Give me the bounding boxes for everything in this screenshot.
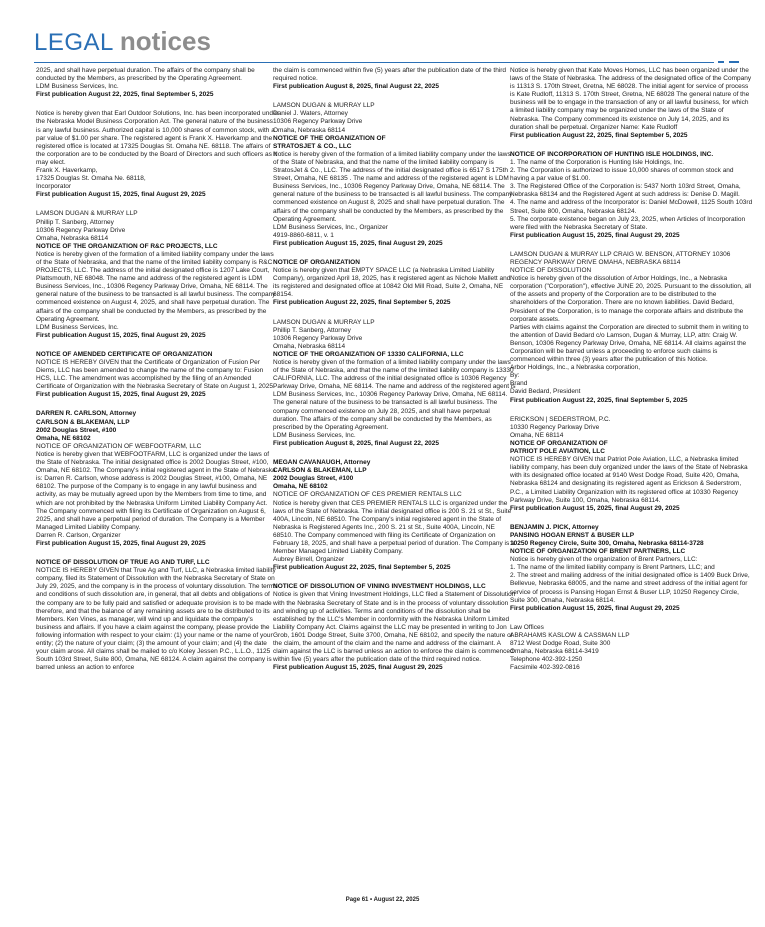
notice-heading-line: PANSING HOGAN ERNST & BUSER LLP (510, 531, 635, 539)
notice-heading-line: First publication August 15, 2025, final August 29, 2025 (273, 239, 443, 247)
notice-heading-line: First publication August 15, 2025, final August 29, 2025 (36, 191, 206, 199)
legal-notice (273, 259, 516, 308)
notice-heading-line: NOTICE OF ORGANIZATION (273, 258, 360, 266)
masthead (34, 26, 211, 66)
notice-heading-line: NOTICE OF DISSOLUTION OF VINING INVESTMENT HOLDINGS, LLC (273, 583, 486, 591)
notice-text-line: 10306 Regency Parkway Drive (36, 226, 126, 234)
notice-text-line: By: (510, 372, 520, 380)
notice-heading-line: First publication August 15, 2025, final August 29, 2025 (510, 604, 680, 612)
notice-text-line: Daniel J. Waters, Attorney (273, 110, 348, 118)
notice-text-line: 1. The name of the Corporation is Hunting Isle Holdings, Inc. (510, 158, 685, 166)
header-rule (34, 62, 714, 63)
notice-text-line: David Bedard, President (510, 388, 581, 396)
notice-text-line: NOTICE IS HEREBY GIVEN that True Ag and Turf, LLC, a Nebraska limited liability company, filed its Statement of Dissolution with the Nebraska Secretary of State on July 29, 2025, and the company is in the process of voluntary dissolution. The terms and conditions of such dissolution are, in general, that all debts and obligations of the company are to be fully paid and satisfied or adequate provision is to be made therefore, and that the balance of any remaining assets are to be distributed to its Members. Ken Vines, as manager, will wind up and liquidate the company's business and affairs. If you have a claim against the company, please provide the following information with respect to your claim: (1) your name or the name of your entity; (2) the nature of your claim; (3) the amount of your claim; and (4) the date your claim arose. All claims shall be mailed to c/o Koley Jessen P.C., L.L.O., 1125 South 103rd Street, Suite 800, Omaha, NE 68124. A claim against the company is barred unless an action to enforce (36, 567, 278, 672)
notice-heading-line: First publication August 15, 2025, final August 29, 2025 (273, 664, 443, 672)
notice-text-line: 17325 Douglas St. Omaha Ne. 68118, (36, 175, 146, 183)
notice-heading-line: NOTICE OF INCORPORATION OF HUNTING ISLE HOLDINGS, INC. (510, 150, 714, 158)
notice-heading-line: 2002 Douglas Street, #100 (273, 475, 354, 483)
notice-text-line: Incorporator (36, 183, 72, 191)
notice-text-line: Notice is hereby given of the formation of a limited liability company under the laws of the State of Nebraska, and that the name of the limited liability company is 13330 CALIFORNIA, LLC. The address of the initial designated office is 10306 Regency Parkway Drive, Omaha, NE 68114. The name and address of the registered agent is LDM Business Services, Inc., 10306 Regency Parkway Drive, Omaha, NE 68114. The general nature of the business to be transacted is all lawful business. The company commenced existence on July 28, 2025, and shall have perpetual duration. The affairs of the company shall be conducted by the Members, as prescribed by the Operating Agreement. (273, 359, 516, 431)
notice-heading-line: NOTICE OF AMENDED CERTIFICATE OF ORGANIZATION (36, 350, 213, 358)
notice-text-line: Brand (510, 380, 528, 388)
notice-text-line: Notice is hereby given of the dissolution of Arbor Holdings, Inc., a Nebraska corporation ("Corporation"), effective JUNE 20, 2025. Pursuant to the dissolution, all of the assets and property of the Corporation are to be distributed to the shareholders of the Corporation. There are no known liabilities. David Bedard, President of the Corporation, is to manage the corporate affairs and distribute the corporate assets. (510, 275, 752, 323)
notice-text-line: Omaha, Nebraska 68114 (273, 126, 346, 134)
notice-text-line: 4. The name and address of the Incorporator is: Daniel McDowell, 1125 South 103rd Street, Suite 800, Omaha, Nebraska 68124. (510, 199, 753, 215)
notice-heading-line: First publication August 15, 2025, final August 29, 2025 (36, 539, 206, 547)
notice-text-line: Facsimile 402-392-0816 (510, 664, 580, 672)
notice-heading-line: First publication August 15, 2025, final August 29, 2025 (510, 504, 680, 512)
notice-heading-line: NOTICE OF ORGANIZATION OF (510, 439, 608, 447)
notice-text-line: ABRAHAMS KASLOW & CASSMAN LLP (510, 631, 630, 639)
notice-text-line: 2025, and shall have perpetual duration. The affairs of the company shall be conducted by the Members, as prescribed by the Operating Agreement. (36, 67, 255, 83)
masthead-notices: notices (119, 26, 211, 56)
notice-heading-line: First publication August 22, 2025, final September 5, 2025 (510, 396, 688, 404)
legal-notice (510, 624, 753, 673)
notice-text-line: 3. The Registered Office of the Corporation is: 5437 North 103rd Street, Omaha, Nebraska 68134 and the Registered Agent at such address is: Denise D. Magill. (510, 183, 741, 199)
masthead-legal: LEGAL (34, 29, 114, 56)
legal-notice (36, 351, 279, 400)
notice-text-line: LAMSON DUGAN & MURRAY LLP (273, 102, 375, 110)
notice-text-line: Omaha, Nebraska 68114 (36, 234, 109, 242)
notice-text-line: LAMSON DUGAN & MURRAY LLP CRAIG W. BENSON, ATTORNEY 10306 REGENCY PARKWAY DRIVE OMAHA, NEBRASKA 68114 (510, 250, 731, 266)
notice-heading-line: CARLSON & BLAKEMAN, LLP (273, 467, 367, 475)
notice-heading-line: Omaha, NE 68102 (273, 483, 328, 491)
notice-heading-line: First publication August 22, 2025, final September 5, 2025 (273, 564, 451, 572)
notice-text-line: Notice is hereby given of the formation of a limited liability company under the laws of the State of Nebraska, and that the name of the limited liability company is R&C PROJECTS, LLC. The address of the initial designated office is 1207 Lake Court, Plattsmouth, NE 68048. The name and address of the registered agent is LDM Business Services, Inc., 10306 Regency Parkway Drive, Omaha, NE 68114. The general nature of the business to be transacted is all lawful business. The company commenced existence on August 4, 2025, and shall have perpetual duration. The affairs of the company shall be conducted by the Members, as prescribed by the Operating Agreement. (36, 250, 276, 323)
notice-text-line: Omaha, NE 68114 (510, 431, 564, 439)
notice-heading-line: PATRIOT POLE AVIATION, LLC (510, 448, 605, 456)
notice-text-line: Darren R. Carlson, Organizer (36, 531, 121, 539)
notice-text-line: Arbor Holdings, Inc., a Nebraska corporation, (510, 364, 641, 372)
notice-text-line: Notice is given that Vining Investment Holdings, LLC filed a Statement of Dissolution with the Nebraska Secretary of State and is in the process of voluntary dissolution and winding up of activities. Terms and conditions of the dissolution shall be established by the LLC's Member in conformity with the Nebraska Uniform Limited Liability Company Act. Claims against the LLC may be presented in writing to Jon Grob, 1601 Dodge Street, Suite 3700, Omaha, NE 68102, and specify the nature of the claim, the amount of the claim and the name and address of the claimant. A claim against the LLC is barred unless an action to enforce the claim is commenced within five (5) years after the publication date of the third required notice. (273, 591, 516, 664)
legal-notice (510, 416, 753, 513)
legal-notice (36, 410, 279, 548)
notice-heading-line: NOTICE OF ORGANIZATION OF BRENT PARTNERS, LLC (510, 548, 686, 556)
notice-text-line: 10330 Regency Parkway Drive (510, 423, 600, 431)
legal-notice (273, 583, 516, 672)
notice-text-line: Notice is hereby given that Earl Outdoor Solutions, Inc. has been incorporated under the Nebraska Model Business Corporation Act. The general nature of the business is any lawful business. Authorized capital is 10,000 shares of common stock, with a par value of $1.00 per share. The registered agent is Frank X. Haverkamp and the registered office is located at 17325 Douglas St. Omaha NE. 68118. The affairs of the corporation are to be conducted by the Board of Directors and such officers as it may elect. (36, 110, 279, 166)
legal-notice (36, 559, 279, 672)
notice-heading-line: NOTICE OF THE ORGANIZATION OF (273, 134, 386, 142)
notice-text-line: NOTICE OF DISSOLUTION (510, 267, 592, 275)
notice-text-line: NOTICE OF ORGANIZATION OF CES PREMIER RENTALS LLC (273, 491, 462, 499)
notice-text-line: 5. The corporate existence began on July 23, 2025, when Articles of Incorporation were filed with the Nebraska Secretary of State. (510, 215, 746, 231)
notice-text-line: Notice is hereby given that WEBFOOTFARM, LLC is organized under the laws of the State of Nebraska. The initial designated office is 2002 Douglas Street, #100, Omaha, NE 68102. The Company's initial registered agent in the State of Nebraska is: Darren R. Carlson, whose address is 2002 Douglas Street, #100, Omaha, NE 68102. The purpose of the Company is to engage in any lawful business and activity, as may be mutually agreed upon by the Members from time to time, and which are not prohibited by the Nebraska Uniform Limited Liability Company Act. The Company commenced with filing its Certificate of Organization on August 6, 2025, and shall have a perpetual period of duration. The Company is a Member Managed Limited Liability Company. (36, 450, 276, 531)
notice-text-line: LAMSON DUGAN & MURRAY LLP (36, 210, 138, 218)
notice-heading-line: STRATOSJET & CO., LLC (273, 142, 352, 150)
notice-text-line: Aubrey Birrell, Organizer (273, 556, 345, 564)
notice-text-line: Telephone 402-392-1250 (510, 656, 583, 664)
notice-heading-line: First publication August 22, 2025, final September 5, 2025 (36, 91, 214, 99)
legal-notice (273, 319, 516, 449)
notice-column-3 (510, 67, 753, 897)
notice-column-1 (36, 67, 279, 897)
notice-text-line: Notice is hereby given that Kate Moves Homes, LLC has been organized under the laws of the State of Nebraska. The address of the designated office of the Company is 11313 S. 170th Street, Gretna, NE 68028. The initial agent for service of process is Kate Rudloff, 11313 S. 170th Street, Gretna, NE 68028 The general nature of the business will be to engage in the transaction of any or all lawful business, for which a limited liability company may be organized under the laws of the State of Nebraska. The Company commenced its existence on July 14, 2025, and its duration shall be perpetual. Organizer Name: Kate Rudloff (510, 67, 752, 131)
notice-text-line: LDM Business Services, Inc. (273, 431, 356, 439)
notice-heading-line: First publication August 8, 2025, final August 22, 2025 (273, 439, 440, 447)
notice-heading-line: NOTICE OF THE ORGANIZATION OF 13330 CALIFORNIA, LLC (273, 350, 464, 358)
legal-notice (36, 67, 279, 99)
notice-text-line: LAMSON DUGAN & MURRAY LLP (273, 318, 375, 326)
legal-notice (510, 524, 753, 613)
notice-text-line: Parties with claims against the Corporation are directed to submit them in writing to the attention of David Bedard c/o Lamson, Dugan & Murray, LLP, attn: Craig W. Benson, 10306 Regency Parkway Drive, Omaha, NE 68114. All claims against the Corporation will be barred unless a proceeding to enforce such claims is commenced within three (3) years after the publication of this Notice. (510, 323, 749, 364)
legal-notice (510, 251, 753, 405)
notice-text-line: Notice is hereby given that CES PREMIER RENTALS LLC is organized under the laws of the State of Nebraska. The initial designated office is 200 S. 21 st St., Suite 400A, Lincoln, NE 68510. The Company's initial registered agent in the State of Nebraska is Registered Agents Inc., 200 S. 21 st St., Suite 400A, Lincoln, NE 68510. The Company commenced with filing its Certificate of Organization on February 18, 2025, and shall have a perpetual period of duration. The Company is a Member Managed Limited Liability Company. (273, 499, 515, 556)
notice-heading-line: NOTICE OF DISSOLUTION OF TRUE AG AND TURF, LLC (36, 559, 210, 567)
notice-heading-line: First publication August 15, 2025, final August 29, 2025 (36, 331, 206, 339)
notice-text-line: Notice is hereby given that EMPTY SPACE LLC (a Nebraska Limited Liability Company), organized April 18, 2025, has it registered agent as Nichole Mallett and its registered and designated office at 10842 Old Mill Road, Suite 2, Omaha, NE 68154. (273, 267, 511, 299)
legal-notice (36, 210, 279, 340)
notice-text-line: Omaha, Nebraska 68114 (273, 342, 346, 350)
notice-text-line: 4919-8860-6811, v. 1 (273, 231, 334, 239)
notice-text-line: Notice is hereby given of the organization of Brent Partners, LLC: (510, 556, 698, 564)
notice-column-2 (273, 67, 516, 897)
notice-heading-line: First publication August 15, 2025, final August 29, 2025 (510, 231, 680, 239)
notice-heading-line: Omaha, NE 68102 (36, 434, 91, 442)
notice-text-line: Law Offices (510, 623, 544, 631)
legal-notice (510, 67, 753, 140)
notice-text-line: LDM Business Services, Inc., Organizer (273, 223, 388, 231)
notice-heading-line: First publication August 15, 2025, final August 29, 2025 (36, 391, 206, 399)
notice-text-line: Phillip T. Sanberg, Attorney (273, 326, 351, 334)
legal-notice (36, 110, 279, 199)
notice-text-line: ERICKSON | SEDERSTROM, P.C. (510, 415, 611, 423)
legal-notice (273, 459, 516, 572)
notice-text-line: NOTICE OF ORGANIZATION OF WEBFOOTFARM, LLC (36, 442, 202, 450)
notice-text-line: NOTICE IS HEREBY GIVEN that Patriot Pole Aviation, LLC, a Nebraska limited liability company, has been duly organized under the laws of the State of Nebraska with its designated office located at 9140 West Dodge Road, Suite 420, Omaha, Nebraska 68124 and designating its registered agent as Erickson & Sederstrom, P.C., a Limited Liability Organization with its registered office at 10330 Regency Parkway Drive, Suite 100, Omaha, Nebraska 68114. (510, 456, 748, 504)
notice-heading-line: CARLSON & BLAKEMAN, LLP (36, 418, 130, 426)
notice-text-line: LDM Business Services, Inc. (36, 323, 119, 331)
notice-text-line: 10306 Regency Parkway Drive (273, 118, 363, 126)
notice-text-line: 8712 West Dodge Road, Suite 300 (510, 640, 611, 647)
notice-text-line: LDM Business Services, Inc. (36, 83, 119, 91)
notice-text-line: 1. The name of the limited liability company is Brent Partners, LLC; and (510, 564, 715, 572)
notice-text-line: Notice is hereby given of the formation of a limited liability company under the laws of the State of Nebraska, and that the name of the limited liability company is StratosJet & Co., LLC. The address of the initial designated office is 6517 S 175th Street, Omaha, NE 68135 . The name and address of the registered agent is LDM Business Services, Inc., 10306 Regency Parkway Drive, Omaha, NE 68114. The general nature of the business to be transacted is all lawful business. The company commenced existence on August 8, 2025 and shall have perpetual duration. The affairs of the company shall be conducted by the Members, as prescribed by the Operating Agreement. (273, 150, 513, 223)
header-rule-dash (729, 61, 739, 63)
notice-heading-line: First publication August 22, 2025, final September 5, 2025 (510, 131, 688, 139)
page-footer: Page 61 • August 22, 2025 (345, 897, 420, 903)
notice-heading-line: NOTICE OF THE ORGANIZATION OF R&C PROJECTS, LLC (36, 242, 218, 250)
notice-heading-line: MEGAN CAVANAUGH, Attorney (273, 459, 371, 467)
notice-text-line: the claim is commenced within five (5) years after the publication date of the third required notice. (273, 67, 507, 83)
notice-text-line: 2. The Corporation is authorized to issue 10,000 shares of common stock and having a par value of $1.00. (510, 167, 734, 183)
header-rule-dash (718, 61, 724, 63)
notice-heading-line: First publication August 8, 2025, final August 22, 2025 (273, 83, 440, 91)
legal-notice (273, 67, 516, 91)
notice-text-line: Phillip T. Sanberg, Attorney (36, 218, 114, 226)
notice-heading-line: 2002 Douglas Street, #100 (36, 426, 117, 434)
notice-text-line: Frank X. Haverkamp, (36, 167, 98, 175)
legal-notice (273, 102, 516, 248)
notice-text-line: Omaha, Nebraska 68114-3419 (510, 648, 599, 656)
notice-text-line: 10306 Regency Parkway Drive (273, 334, 363, 342)
legal-notice (510, 151, 753, 240)
notice-text-line: NOTICE IS HEREBY GIVEN that the Certificate of Organization of Fusion Per Diems, LLC has been amended to change the name of the company to: Fusion HCS, LLC. The amendment was accomplished by the filing of an Amended Certificate of Organization with the Nebraska Secretary of State on August 1, 2025. (36, 359, 275, 391)
notice-heading-line: First publication August 22, 2025, final September 5, 2025 (273, 299, 451, 307)
notice-heading-line: BENJAMIN J. PICK, Attorney (510, 523, 599, 531)
notice-heading-line: DARREN R. CARLSON, Attorney (36, 410, 137, 418)
notice-heading-line: 10250 Regency Circle, Suite 300, Omaha, Nebraska 68114-3728 (510, 539, 704, 547)
notice-text-line: 2. The street and mailing address of the initial designated office is 1409 Buck Drive, Bellevue, Nebraska 68005, and the name and street address of the initial agent for service of process is Pansing Hogan Ernst & Buser LLP, 10250 Regency Circle, Suite 300, Omaha, Nebraska 68114. (510, 572, 750, 604)
